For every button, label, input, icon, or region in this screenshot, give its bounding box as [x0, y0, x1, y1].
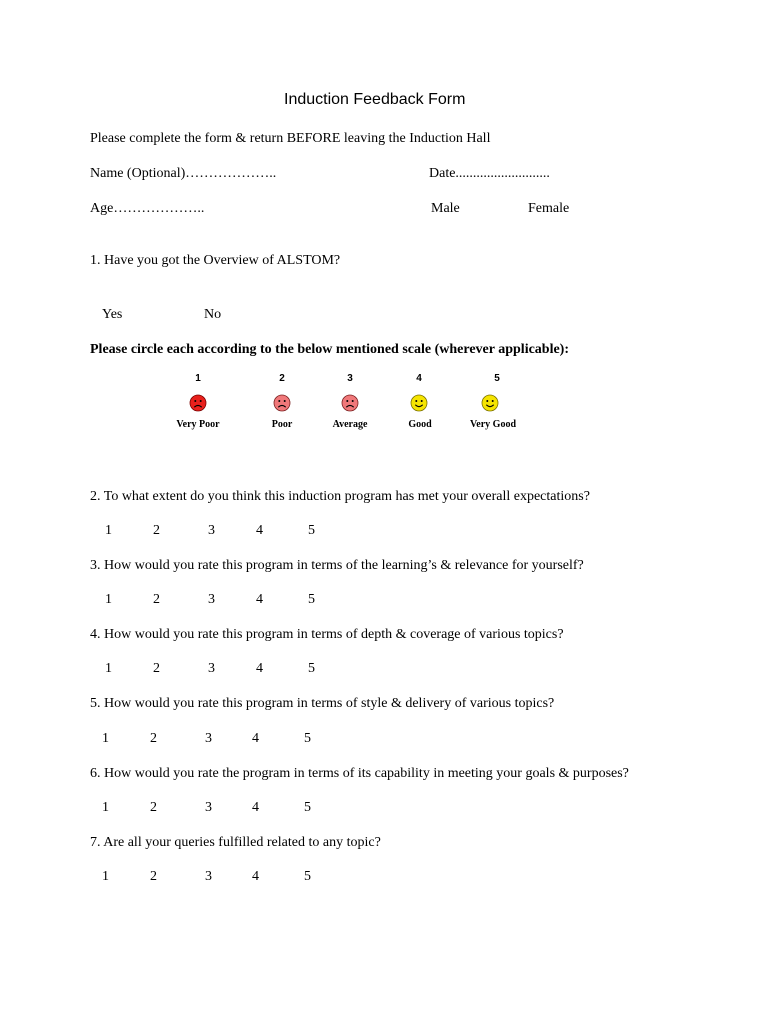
gender-option-female[interactable]: Female [528, 201, 570, 216]
rating-option[interactable]: 3 [205, 731, 212, 746]
rating-option[interactable]: 5 [304, 731, 311, 746]
form-instruction: Please complete the form & return BEFORE leaving the Induction Hall [90, 131, 491, 146]
rating-option[interactable]: 4 [256, 661, 263, 676]
question-1-option-yes[interactable]: Yes [102, 307, 123, 322]
rating-option[interactable]: 1 [102, 869, 109, 884]
rating-option[interactable]: 3 [208, 661, 215, 676]
scale-label-very-good: Very Good [469, 419, 517, 430]
rating-option[interactable]: 2 [153, 523, 160, 538]
rating-option[interactable]: 1 [105, 661, 112, 676]
form-title: Induction Feedback Form [284, 91, 466, 108]
rating-option[interactable]: 4 [252, 869, 259, 884]
rating-option[interactable]: 2 [153, 592, 160, 607]
rating-option[interactable]: 1 [102, 731, 109, 746]
question-3-text: 3. How would you rate this program in terms of the learning’s & relevance for yourself? [90, 558, 584, 573]
rating-option[interactable]: 4 [252, 731, 259, 746]
rating-option[interactable]: 3 [205, 800, 212, 815]
rating-option[interactable]: 3 [205, 869, 212, 884]
question-1-option-no[interactable]: No [204, 307, 222, 322]
rating-option[interactable]: 1 [105, 523, 112, 538]
rating-option[interactable]: 1 [105, 592, 112, 607]
rating-option[interactable]: 2 [150, 800, 157, 815]
scale-label-very-poor: Very Poor [176, 419, 220, 430]
gender-option-male[interactable]: Male [431, 201, 460, 216]
sad-face-icon [341, 394, 359, 412]
scale-instruction: Please circle each according to the below mentioned scale (wherever applicable): [90, 342, 570, 357]
question-4-text: 4. How would you rate this program in terms of depth & coverage of various topics? [90, 627, 564, 642]
sad-face-icon [273, 394, 291, 412]
rating-option[interactable]: 2 [150, 731, 157, 746]
rating-option[interactable]: 2 [150, 869, 157, 884]
rating-option[interactable]: 3 [208, 523, 215, 538]
sad-face-icon [189, 394, 207, 412]
name-field[interactable]: Name (Optional)……………….. [90, 166, 277, 181]
question-1-text: 1. Have you got the Overview of ALSTOM? [90, 253, 341, 268]
question-7-text: 7. Are all your queries fulfilled related to any topic? [90, 835, 381, 850]
rating-option[interactable]: 5 [308, 523, 315, 538]
scale-number-5: 5 [494, 373, 500, 384]
question-5-text: 5. How would you rate this program in terms of style & delivery of various topics? [90, 696, 555, 711]
rating-option[interactable]: 5 [304, 800, 311, 815]
rating-option[interactable]: 4 [252, 800, 259, 815]
date-field[interactable]: Date........................... [429, 166, 550, 181]
rating-option[interactable]: 1 [102, 800, 109, 815]
rating-option[interactable]: 5 [308, 592, 315, 607]
happy-face-icon [481, 394, 499, 412]
scale-label-poor: Poor [271, 419, 293, 430]
rating-option[interactable]: 4 [256, 592, 263, 607]
scale-label-good: Good [408, 419, 432, 430]
rating-option[interactable]: 5 [304, 869, 311, 884]
rating-option[interactable]: 4 [256, 523, 263, 538]
scale-number-1: 1 [195, 373, 201, 384]
scale-label-average: Average [332, 419, 368, 430]
happy-face-icon [410, 394, 428, 412]
rating-option[interactable]: 5 [308, 661, 315, 676]
rating-option[interactable]: 2 [153, 661, 160, 676]
question-2-text: 2. To what extent do you think this induction program has met your overall expectations? [90, 489, 590, 504]
question-6-text: 6. How would you rate the program in terms of its capability in meeting your goals & purposes? [90, 766, 629, 781]
scale-number-2: 2 [279, 373, 285, 384]
scale-number-3: 3 [347, 373, 353, 384]
rating-option[interactable]: 3 [208, 592, 215, 607]
scale-number-4: 4 [416, 373, 422, 384]
age-field[interactable]: Age……………….. [90, 201, 205, 216]
